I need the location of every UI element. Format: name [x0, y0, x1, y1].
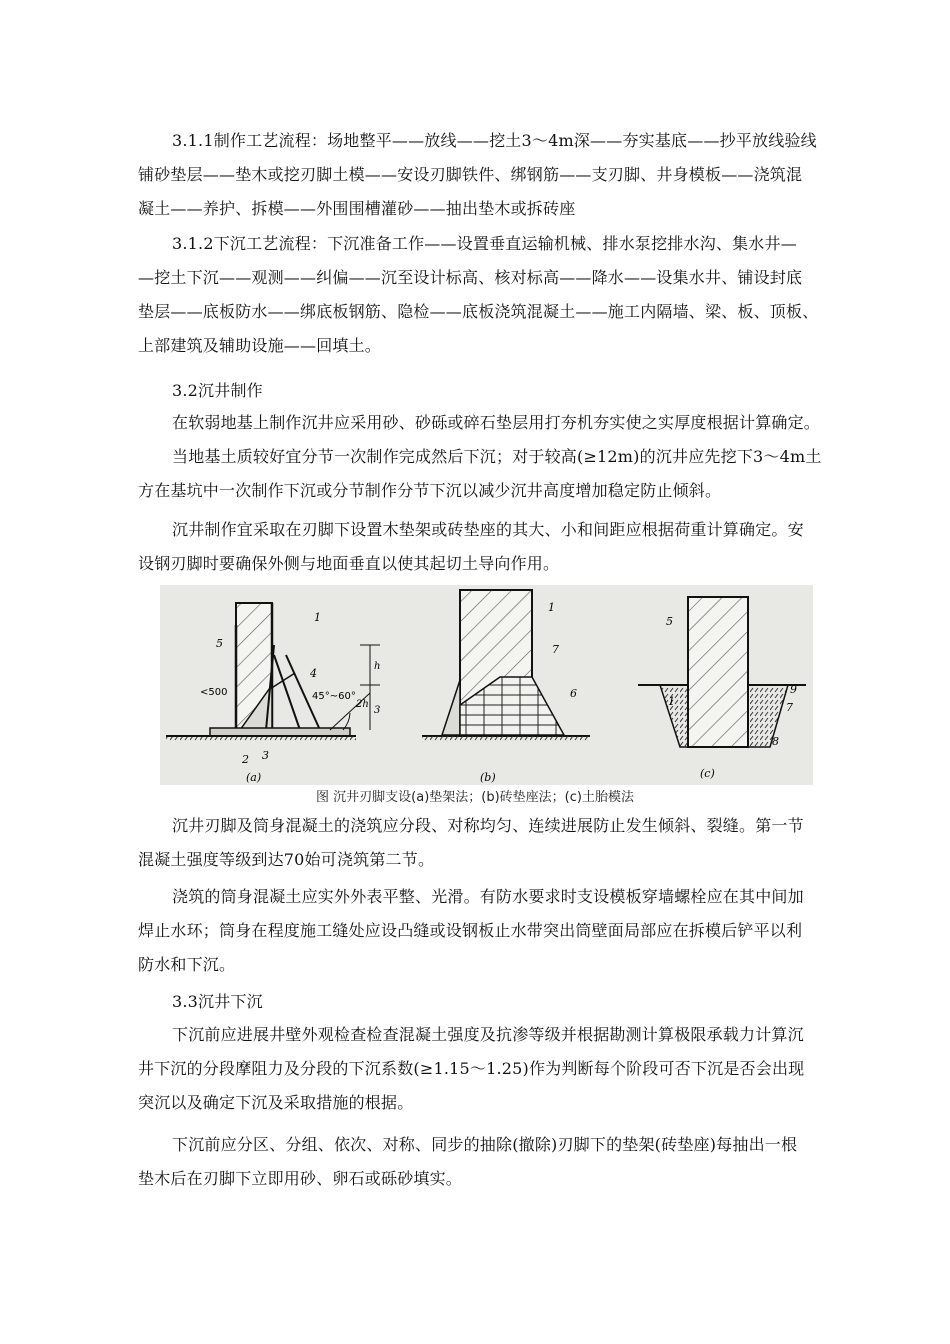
paragraph [138, 440, 854, 508]
label-7: 7 [552, 643, 559, 656]
paragraph [138, 1018, 854, 1120]
text-line: 方在基坑中一次制作下沉或分节制作分节下沉以减少沉井高度增加稳定防止倾斜。 [138, 481, 722, 500]
text-line: 3.2沉井制作 [172, 381, 263, 400]
label-5: 5 [216, 637, 223, 650]
dim-3: 3 [374, 705, 381, 716]
dim-h: h [374, 661, 381, 672]
text-line: 凝土——养护、拆模——外围围槽灌砂——抽出垫木或拆砖座 [138, 199, 576, 218]
text-line: 铺砂垫层——垫木或挖刃脚土模——安设刃脚铁件、绑钢筋——支刃脚、井身模板——浇筑混 [138, 165, 803, 184]
dim-angle: 45°~60° [312, 691, 356, 702]
paragraph [138, 809, 854, 877]
dim-less-than-500: <500 [200, 687, 228, 698]
text-line: 当地基土质较好宜分节一次制作完成然后下沉；对于较高(≥12m)的沉井应先挖下3～4m土 [172, 447, 822, 466]
label-9: 9 [790, 683, 797, 696]
label-3: 3 [262, 749, 269, 762]
text-line: 沉井制作宜采取在刃脚下设置木垫架或砖垫座的其大、小和间距应根据荷重计算确定。安 [172, 520, 804, 539]
label-5: 5 [666, 615, 673, 628]
label-4: 4 [310, 667, 317, 680]
label-1: 1 [548, 601, 555, 614]
label-7: 7 [786, 701, 793, 714]
paragraph [138, 880, 854, 982]
text-line: 在软弱地基上制作沉井应采用砂、砂砾或碎石垫层用打夯机夯实使之实厚度根据计算确定。 [172, 413, 821, 432]
text-line: 3.3沉井下沉 [172, 992, 263, 1011]
label-8: 8 [772, 735, 779, 748]
text-line: 沉井刃脚及筒身混凝土的浇筑应分段、对称均匀、连续进展防止发生倾斜、裂缝。第一节 [172, 816, 804, 835]
text-line: 下沉前应分区、分组、依次、对称、同步的抽除(撤除)刃脚下的垫架(砖垫座)每抽出一根 [172, 1135, 798, 1154]
section-heading-3-2 [138, 374, 854, 408]
caisson-cutting-edge-figure [160, 585, 813, 785]
label-6: 6 [570, 687, 577, 700]
text-line: 浇筑的筒身混凝土应实外外表平整、光滑。有防水要求时支设模板穿墙螺栓应在其中间加 [172, 887, 804, 906]
panel-tag-b: (b) [480, 771, 496, 784]
text-line: 垫木后在刃脚下立即用砂、卵石或砾砂填实。 [138, 1169, 463, 1188]
text-line: 3.1.2下沉工艺流程：下沉准备工作——设置垂直运输机械、排水泵挖排水沟、集水井— [172, 234, 797, 253]
panel-tag-c: (c) [700, 767, 715, 780]
text-line: 混凝土强度等级到达70始可浇筑第二节。 [138, 850, 435, 869]
text-line: 突沉以及确定下沉及采取措施的根据。 [138, 1093, 414, 1112]
text-line: 下沉前应进展井壁外观检查检查混凝土强度及抗渗等级并根据勘测计算极限承载力计算沉 [172, 1025, 804, 1044]
paragraph [138, 406, 854, 440]
paragraph-process-flow [138, 124, 854, 226]
panel-tag-a: (a) [246, 771, 262, 784]
text-line: 焊止水环；筒身在程度施工缝处应设凸缝或设钢板止水带突出筒壁面局部应在拆模后铲平以利 [138, 921, 803, 940]
paragraph [138, 1128, 854, 1196]
text-line: 3.1.1制作工艺流程：场地整平——放线——挖土3～4m深——夯实基底——抄平放线验线 [172, 131, 817, 150]
dim-2h: 2h [356, 699, 369, 710]
paragraph [138, 513, 854, 581]
label-1: 1 [314, 611, 321, 624]
figure-caption: 图 沉井刃脚支设(a)垫架法；(b)砖垫座法；(c)土胎模法 [316, 790, 634, 805]
text-line: —挖土下沉——观测——纠偏——沉至设计标高、核对标高——降水——设集水井、铺设封底 [138, 268, 803, 287]
label-1: 1 [668, 695, 675, 708]
text-line: 上部建筑及辅助设施——回填土。 [138, 336, 382, 355]
text-line: 井下沉的分段摩阻力及分段的下沉系数(≥1.15～1.25)作为判断每个阶段可否下沉是否会出现 [138, 1059, 805, 1078]
paragraph-sinking-flow [138, 227, 854, 363]
text-line: 防水和下沉。 [138, 955, 236, 974]
label-2: 2 [242, 753, 249, 766]
section-heading-3-3 [138, 985, 854, 1019]
text-line: 垫层——底板防水——绑底板钢筋、隐检——底板浇筑混凝土——施工内隔墙、梁、板、顶板、 [138, 302, 819, 321]
text-line: 设钢刃脚时要确保外侧与地面垂直以使其起切土导向作用。 [138, 554, 560, 573]
